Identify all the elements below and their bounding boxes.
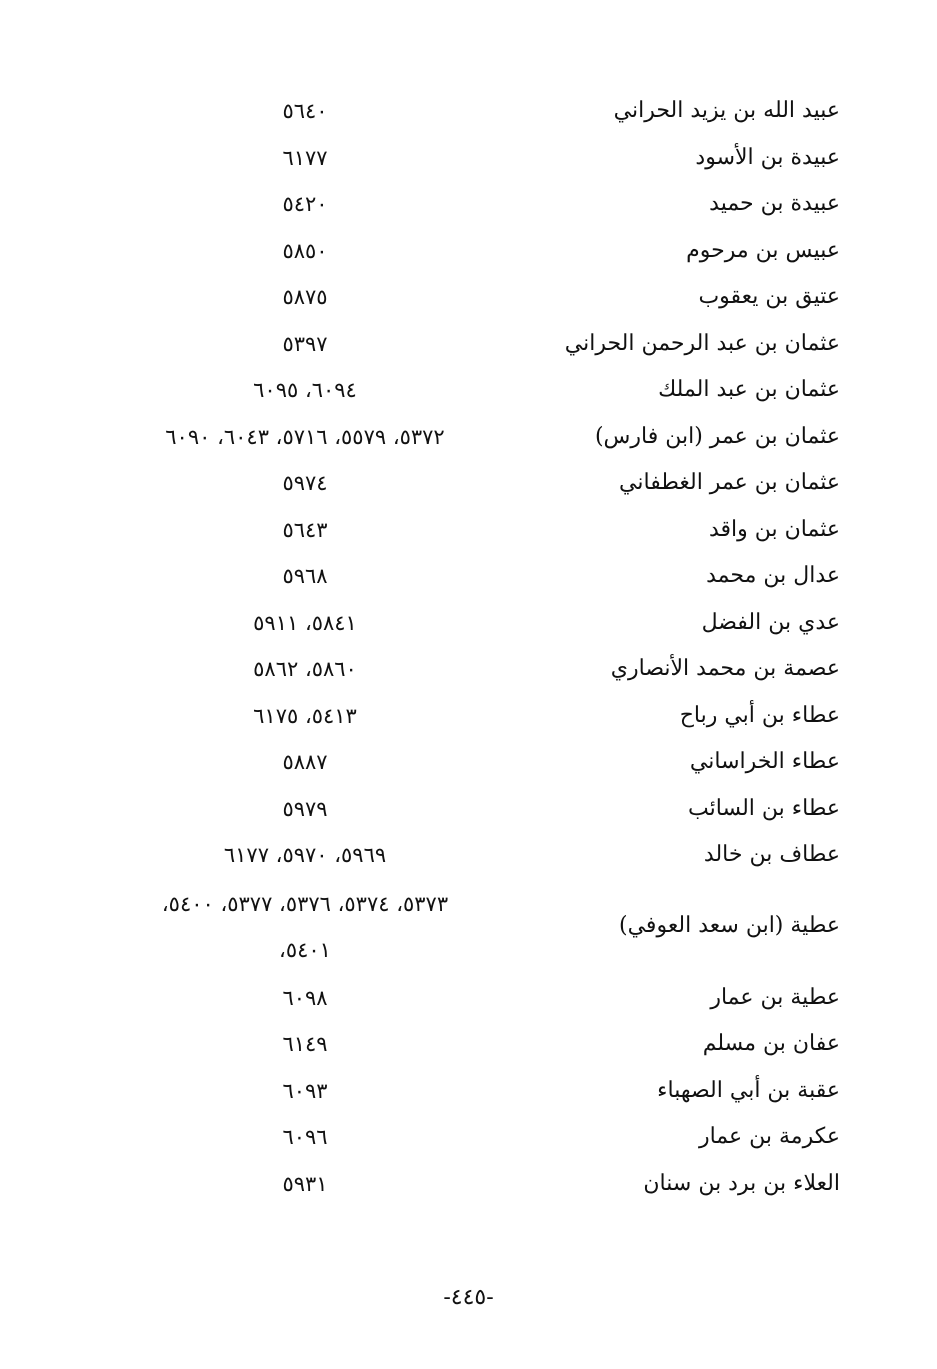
narrator-name: عطية (ابن سعد العوفي) <box>619 913 840 939</box>
index-entry <box>100 739 840 786</box>
index-entry <box>100 274 840 321</box>
index-entry <box>100 1161 840 1208</box>
reference-line: ٥٣٧٣، ٥٣٧٤، ٥٣٧٦، ٥٣٧٧، ٥٤٠٠، <box>161 891 449 916</box>
reference-line: ٥٩٧٤ <box>282 471 328 496</box>
reference-line: ٥٣٧٢، ٥٥٧٩، ٥٧١٦، ٦٠٤٣، ٦٠٩٠ <box>165 424 445 449</box>
narrator-name: عبيس بن مرحوم <box>686 237 840 263</box>
reference-line: ٦١٤٩ <box>282 1032 328 1057</box>
narrator-name: عثمان بن عبد الرحمن الحراني <box>564 330 840 356</box>
hadith-references <box>100 975 510 1021</box>
index-entry <box>100 693 840 740</box>
hadith-references <box>100 553 510 599</box>
hadith-references <box>100 600 510 646</box>
index-entry <box>100 367 840 414</box>
hadith-references <box>100 88 510 134</box>
narrator-name: عكرمة بن عمار <box>698 1124 840 1150</box>
hadith-references <box>100 1068 510 1114</box>
index-entry <box>100 600 840 647</box>
hadith-references <box>100 1161 510 1207</box>
reference-line: ٥٦٤٠ <box>282 99 328 124</box>
reference-line: ٥٨٦٠، ٥٨٦٢ <box>253 657 357 682</box>
index-entry <box>100 832 840 879</box>
reference-line: ٥٤٢٠ <box>282 192 328 217</box>
narrator-name: عطاء الخراساني <box>689 749 840 775</box>
narrator-name: عدال بن محمد <box>706 563 840 589</box>
narrator-name: عطاء بن أبي رباح <box>679 702 840 728</box>
index-entry <box>100 228 840 275</box>
hadith-references <box>100 274 510 320</box>
narrator-index-table <box>100 88 840 1207</box>
hadith-references <box>100 367 510 413</box>
narrator-name: عثمان بن عبد الملك <box>658 377 840 403</box>
index-entry <box>100 321 840 368</box>
hadith-references <box>100 832 510 878</box>
narrator-name: عبيد الله بن يزيد الحراني <box>613 98 840 124</box>
reference-line: ٥٨٤١، ٥٩١١ <box>253 610 357 635</box>
reference-line: ٥٣٩٧ <box>282 331 328 356</box>
reference-line: ٥٩٦٩، ٥٩٧٠، ٦١٧٧ <box>223 843 387 868</box>
reference-line: ٦٠٩٨ <box>282 985 328 1010</box>
hadith-references <box>100 414 510 460</box>
index-entry <box>100 1068 840 1115</box>
reference-line: ٦١٧٧ <box>282 145 328 170</box>
index-entry <box>100 786 840 833</box>
index-entry <box>100 975 840 1022</box>
narrator-name: العلاء بن برد بن سنان <box>643 1170 840 1196</box>
index-entry <box>100 553 840 600</box>
reference-line: ٥٦٤٣ <box>282 517 328 542</box>
reference-line: ٥٨٥٠ <box>282 238 328 263</box>
hadith-references <box>100 181 510 227</box>
index-entry <box>100 1114 840 1161</box>
narrator-name: عبيدة بن الأسود <box>695 144 840 170</box>
hadith-references <box>100 786 510 832</box>
index-entry <box>100 88 840 135</box>
hadith-references <box>100 1114 510 1160</box>
index-entry <box>100 460 840 507</box>
narrator-name: عبيدة بن حميد <box>709 191 840 217</box>
reference-line: ٦٠٩٣ <box>282 1078 328 1103</box>
hadith-references <box>100 881 510 973</box>
narrator-name: عطاء بن السائب <box>688 795 840 821</box>
index-entry <box>100 507 840 554</box>
index-entry <box>100 181 840 228</box>
hadith-references <box>100 646 510 692</box>
narrator-name: عتيق بن يعقوب <box>698 284 840 310</box>
index-entry <box>100 1021 840 1068</box>
index-entry <box>100 879 840 975</box>
reference-line: ٥٤٠١، <box>279 937 331 962</box>
narrator-name: عطية بن عمار <box>710 984 840 1010</box>
hadith-references <box>100 321 510 367</box>
narrator-name: عثمان بن عمر (ابن فارس) <box>594 423 840 449</box>
reference-line: ٦٠٩٤، ٦٠٩٥ <box>253 378 357 403</box>
narrator-name: عدي بن الفضل <box>701 609 840 635</box>
hadith-references <box>100 1021 510 1067</box>
hadith-references <box>100 228 510 274</box>
reference-line: ٥٩٦٨ <box>282 564 328 589</box>
hadith-references <box>100 693 510 739</box>
reference-line: ٥٩٣١ <box>282 1171 328 1196</box>
index-entry <box>100 646 840 693</box>
hadith-references <box>100 739 510 785</box>
reference-line: ٥٩٧٩ <box>282 796 328 821</box>
narrator-name: عثمان بن واقد <box>708 516 840 542</box>
reference-line: ٥٨٧٥ <box>282 285 328 310</box>
index-entry <box>100 414 840 461</box>
hadith-references <box>100 135 510 181</box>
narrator-name: عثمان بن عمر الغطفاني <box>619 470 840 496</box>
narrator-name: عطاف بن خالد <box>703 842 840 868</box>
hadith-references <box>100 507 510 553</box>
reference-line: ٥٤١٣، ٦١٧٥ <box>253 703 357 728</box>
narrator-name: عفان بن مسلم <box>702 1031 840 1057</box>
index-entry <box>100 135 840 182</box>
reference-line: ٥٨٨٧ <box>282 750 328 775</box>
reference-line: ٦٠٩٦ <box>282 1125 328 1150</box>
narrator-name: عصمة بن محمد الأنصاري <box>610 656 840 682</box>
hadith-references <box>100 460 510 506</box>
page-number: -٤٤٥- <box>443 1285 494 1310</box>
narrator-name: عقبة بن أبي الصهباء <box>657 1077 840 1103</box>
